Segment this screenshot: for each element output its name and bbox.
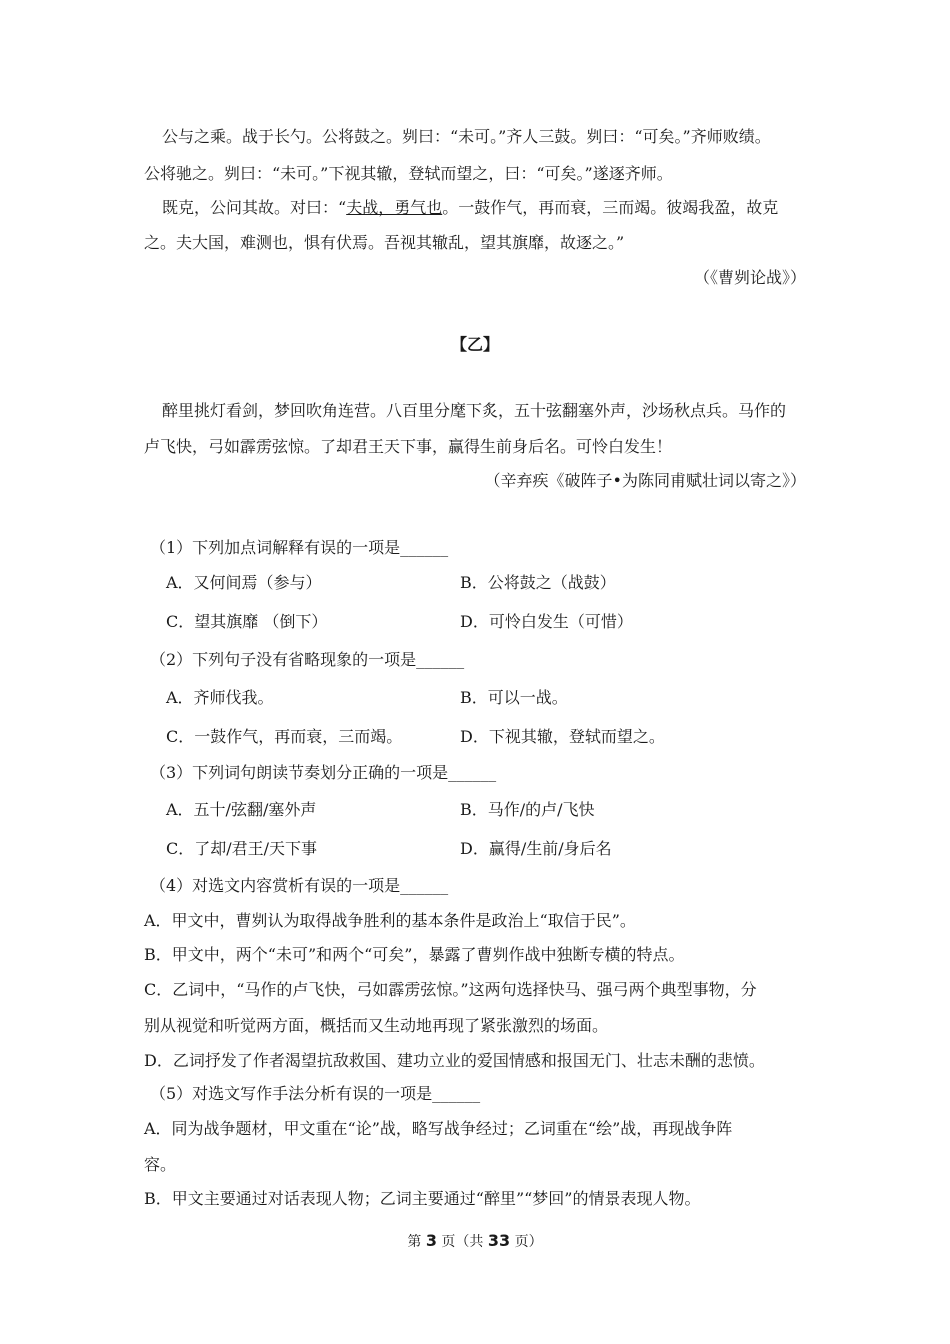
jia-paragraph2-line1 — [162, 198, 778, 218]
yi-poem-line2: 卢飞快，弓如霹雳弦惊。了却君王天下事，赢得生前身后名。可怜白发生！ — [144, 437, 673, 456]
jia-source: （《曹刿论战》） — [693, 268, 806, 287]
q3-option-c: C．了却/君王/天下事 — [166, 839, 318, 858]
footer-prefix: 第 — [407, 1234, 426, 1250]
q3-option-b: B．马作/的卢/飞快 — [460, 800, 595, 819]
q1-stem: （1）下列加点词解释有误的一项是______ — [150, 538, 449, 557]
q4-stem: （4）对选文内容赏析有误的一项是______ — [150, 876, 449, 895]
q3-option-a: A．五十/弦翻/塞外声 — [166, 800, 317, 819]
q4-option-a: A．甲文中，曹刿认为取得战争胜利的基本条件是政治上“取信于民”。 — [144, 911, 636, 930]
q2-option-c: C．一鼓作气，再而衰，三而竭。 — [166, 727, 403, 746]
q4-option-c-line1: C．乙词中，“马作的卢飞快，弓如霹雳弦惊。”这两句选择快马、强弓两个典型事物，分 — [144, 980, 757, 999]
yi-source: （辛弃疾《破阵子•为陈同甫赋壮词以寄之》） — [484, 471, 806, 490]
q4-option-d: D．乙词抒发了作者渴望抗敌救国、建功立业的爱国情感和报国无门、壮志未酬的悲愤。 — [144, 1051, 765, 1070]
q4-option-c-line2: 别从视觉和听觉两方面，概括而又生动地再现了紧张激烈的场面。 — [144, 1016, 609, 1035]
q2-option-d: D．下视其辙，登轼而望之。 — [460, 727, 665, 746]
footer-total-pages: 33 — [487, 1231, 511, 1250]
q1-option-a: A．又何间焉（参与） — [166, 573, 322, 592]
jia-underlined-phrase: 夫战，勇气也 — [346, 198, 443, 217]
jia-paragraph2-text-a: 既克，公问其故。对曰：“ — [162, 198, 347, 217]
jia-paragraph2-text-b: 。一鼓作气，再而衰，三而竭。彼竭我盈，故克 — [442, 198, 779, 217]
q3-stem: （3）下列词句朗读节奏划分正确的一项是______ — [150, 763, 497, 782]
footer-page-number: 3 — [425, 1231, 437, 1250]
page-footer — [375, 1231, 575, 1252]
footer-suffix: 页） — [510, 1234, 543, 1250]
q5-option-a-line1: A．同为战争题材，甲文重在“论”战，略写战争经过；乙词重在“绘”战，再现战争阵 — [144, 1119, 733, 1138]
yi-poem-line1: 醉里挑灯看剑，梦回吹角连营。八百里分麾下炙，五十弦翻塞外声，沙场秋点兵。马作的 — [162, 401, 787, 420]
q5-stem: （5）对选文写作手法分析有误的一项是______ — [150, 1084, 481, 1103]
yi-heading: 【乙】 — [450, 335, 499, 354]
jia-paragraph1-line2: 公将驰之。刿曰：“未可。”下视其辙，登轼而望之，曰：“可矣。”遂逐齐师。 — [144, 164, 673, 183]
q1-option-d: D．可怜白发生（可惜） — [460, 612, 633, 631]
q2-option-b: B．可以一战。 — [460, 688, 568, 707]
q2-stem: （2）下列句子没有省略现象的一项是______ — [150, 650, 465, 669]
q3-option-d: D．赢得/生前/身后名 — [460, 839, 612, 858]
footer-middle: 页（共 — [436, 1234, 488, 1250]
q5-option-b: B．甲文主要通过对话表现人物；乙词主要通过“醉里”“梦回”的情景表现人物。 — [144, 1189, 701, 1208]
jia-paragraph2-line2: 之。夫大国，难测也，惧有伏焉。吾视其辙乱，望其旗靡，故逐之。” — [144, 233, 625, 252]
jia-paragraph1-line1: 公与之乘。战于长勺。公将鼓之。刿曰：“未可。”齐人三鼓。刿曰：“可矣。”齐师败绩。 — [162, 127, 771, 146]
q2-option-a: A．齐师伐我。 — [166, 688, 274, 707]
q1-option-c: C．望其旗靡 （倒下） — [166, 612, 328, 631]
q1-option-b: B．公将鼓之（战鼓） — [460, 573, 616, 592]
q4-option-b: B．甲文中，两个“未可”和两个“可矣”，暴露了曹刿作战中独断专横的特点。 — [144, 945, 685, 964]
q5-option-a-line2: 容。 — [144, 1155, 177, 1174]
